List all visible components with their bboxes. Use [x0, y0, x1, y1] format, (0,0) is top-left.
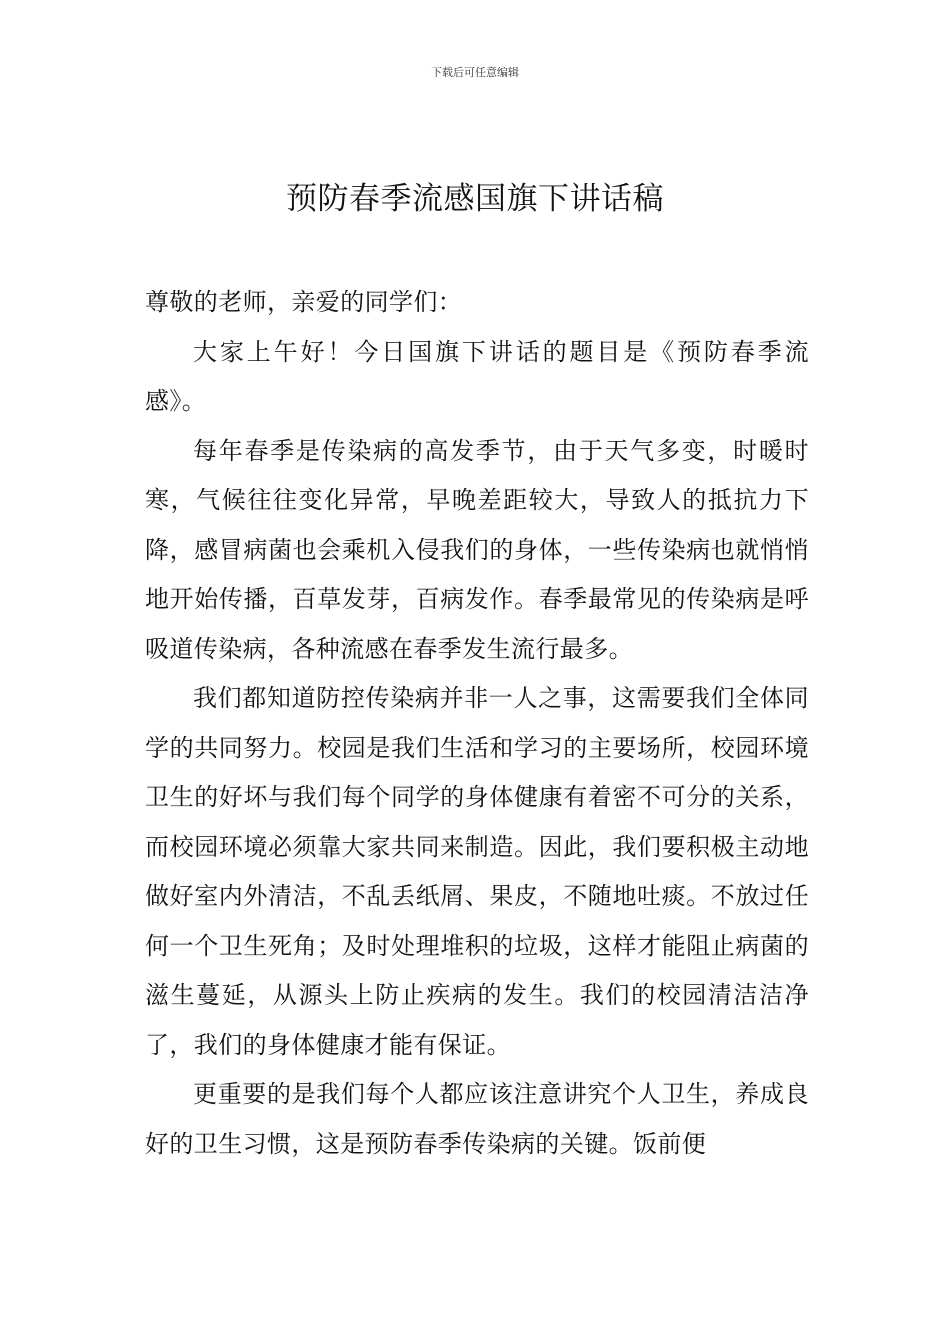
paragraph-spring-disease: 每年春季是传染病的高发季节，由于天气多变，时暖时寒，气候往往变化异常，早晚差距较大，导致人的抵抗力下降，感冒病菌也会乘机入侵我们的身体，一些传染病也就悄悄地开始传播，百草发芽，百病发作。春季最常见的传染病是呼吸道传染病，各种流感在春季发生流行最多。 — [145, 436, 809, 663]
greeting-line: 尊敬的老师，亲爱的同学们： — [145, 288, 463, 316]
paragraph-opening: 大家上午好！今日国旗下讲话的题目是《预防春季流感》。 — [145, 337, 809, 415]
document-body — [145, 278, 809, 1169]
header-note: 下载后可任意编辑 — [431, 66, 519, 79]
paragraph-campus-hygiene: 我们都知道防控传染病并非一人之事，这需要我们全体同学的共同努力。校园是我们生活和学习的主要场所，校园环境卫生的好坏与我们每个同学的身体健康有着密不可分的关系，而校园环境必须靠大家共同来制造。因此，我们要积极主动地做好室内外清洁，不乱丢纸屑、果皮，不随地吐痰。不放过任何一个卫生死角；及时处理堆积的垃圾，这样才能阻止病菌的滋生蔓延，从源头上防止疾病的发生。我们的校园清洁洁净了，我们的身体健康才能有保证。 — [145, 684, 809, 1059]
paragraph-personal-hygiene: 更重要的是我们每个人都应该注意讲究个人卫生，养成良好的卫生习惯，这是预防春季传染病的关键。饭前便 — [145, 1080, 809, 1158]
document-title: 预防春季流感国旗下讲话稿 — [286, 181, 664, 217]
